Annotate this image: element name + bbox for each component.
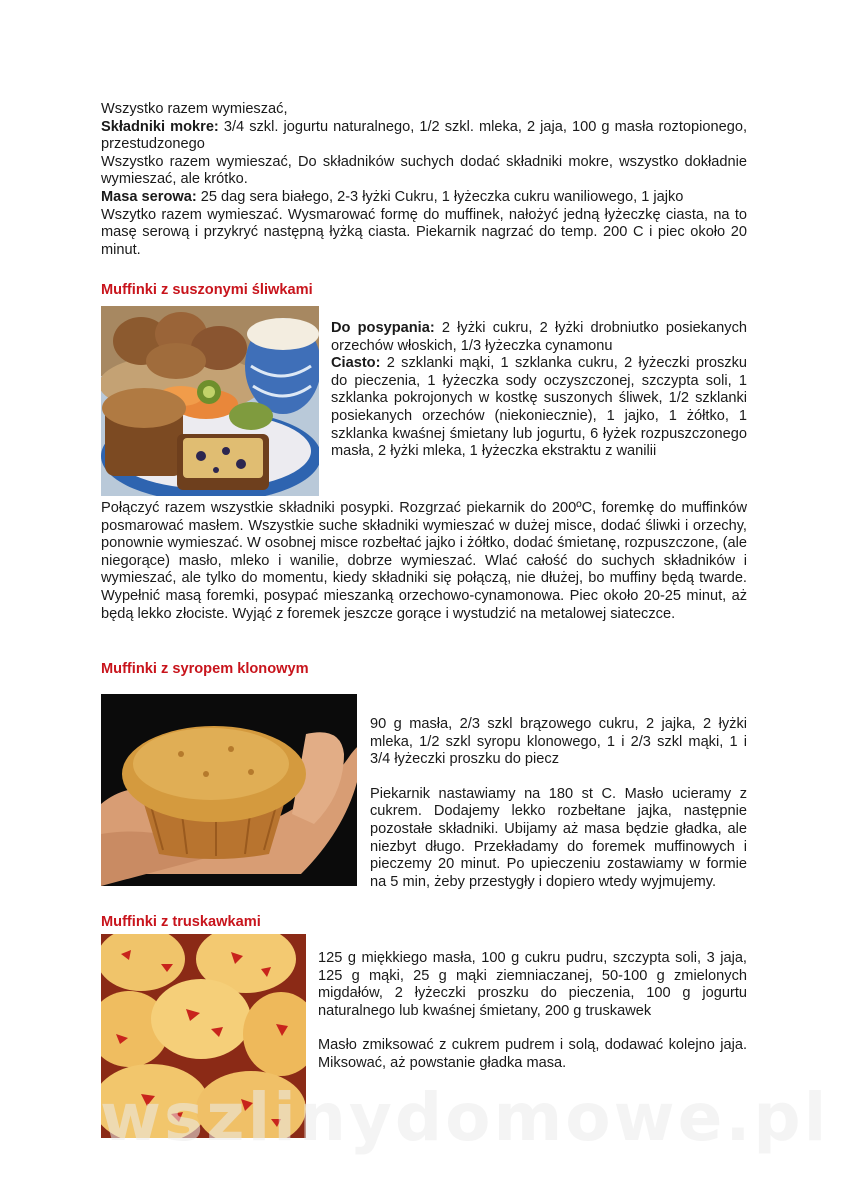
recipe3-title: Muffinki z truskawkami xyxy=(101,914,261,930)
site-watermark: wszlinydomowe.pl xyxy=(100,1079,830,1156)
topping-text: 2 łyżki cukru, 2 łyżki drobniutko posiekanych orzechów włoskich, 1/3 łyżeczka cynamonu xyxy=(331,320,748,354)
intro-mix-text: Wszystko razem wymieszać, xyxy=(101,101,288,117)
cheese-text: 25 dag sera białego, 2-3 łyżki Cukru, 1 łyżeczka cukru waniliowego, 1 jajko xyxy=(196,188,684,205)
maple-muffin-illustration xyxy=(101,694,357,886)
topping-label: Do posypania: xyxy=(331,320,435,336)
recipe3-ingredients: 125 g miękkiego masła, 100 g cukru pudru, szczypta soli, 3 jaja, 125 g mąki, 25 g mąki ziemniaczanej, 50-100 g zmielonych migdałów, 2 łyżeczki proszku do pieczenia, 100 g jogurtu naturalnego lub kwaśnej śmietany, 200 g truskawek xyxy=(318,950,747,1019)
recipe1-ingredients xyxy=(331,320,747,461)
intro-method-text: Wszytko razem wymieszać. Wysmarować formę do muffinek, nałożyć jedną łyżeczkę ciasta, na to masę serową i przykryć następną łyżką ciasta. Piekarnik nagrzać do temp. 200 C i piec około 20 minut. xyxy=(101,206,747,258)
recipe2-text xyxy=(370,716,747,891)
wet-ingredients-label: Składniki mokre: xyxy=(101,118,219,135)
intro-section xyxy=(101,101,747,259)
cheese-paragraph xyxy=(101,189,747,207)
recipe1-title: Muffinki z suszonymi śliwkami xyxy=(101,282,313,298)
maple-muffin-photo xyxy=(101,694,357,886)
recipe3-method: Masło zmiksować z cukrem pudrem i solą, dodawać kolejno jaja. Miksować, aż powstanie gładka masa. xyxy=(318,1037,747,1071)
recipe2-method: Piekarnik nastawiamy na 180 st C. Masło ucieramy z cukrem. Dodajemy lekko rozbełtane jajka, następnie pozostałe składniki. Ubijamy aż masa będzie gładka, ale niezbyt długo. Przekładamy do foremek muffinowych i pieczemy 20 minut. Po upieczeniu zostawiamy w formie na 5 min, żeby przestygły i dopiero wtedy wyjmujemy. xyxy=(370,785,747,890)
dough-text: 2 szklanki mąki, 1 szklanka cukru, 2 łyżeczki proszku do pieczenia, 1 łyżeczka sody oczyszczonej, szczypta soli, 1 szklanka pokrojonych w kostkę suszonych śliwek, 1/2 szklanki posiekanych orzechów (niekoniecznie), 1 jajko, 1 żółtko, 1 szklanka kwaśnej śmietany lub jogurtu, 6 łyżek rozpuszczonego masła, 2 łyżki mleka, 1 łyżeczka ekstraktu z wanilii xyxy=(331,355,747,460)
plum-muffins-illustration xyxy=(101,306,319,496)
dough-label: Ciasto: xyxy=(331,355,381,372)
wet-ingredients-text: 3/4 szkl. jogurtu naturalnego, 1/2 szkl. mleka, 2 jaja, 100 g masła roztopionego, przestudzonego xyxy=(101,118,747,153)
topping-paragraph xyxy=(331,320,747,355)
dough-paragraph xyxy=(331,355,747,461)
plum-muffins-photo xyxy=(101,306,319,496)
recipe1-method: Połączyć razem wszystkie składniki posypki. Rozgrzać piekarnik do 200ºC, foremkę do muffinków posmarować masłem. Wszystkie suche składniki wymieszać w dużej misce, dodać śliwki i orzechy, ponownie wymieszać. W osobnej misce rozbełtać jajko i żółtko, dodać śmietanę, rozpuszczone, (ale niegorące) masło, mleko i wanilie, dobrze wymieszać. Wlać całość do suchych składników i wymieszać, ale tylko do momentu, kiedy składniki się połączą, nie dłużej, bo muffiny będą twarde. Wypełnić masą foremki, posypać mieszanką orzechowo-cynamonowa. Piec około 20-25 minut, aż będą lekko złociste. Wyjąć z foremek jeszcze gorące i wystudzić na metalowej siateczce. xyxy=(101,500,747,622)
combine-text: Wszystko razem wymieszać, Do składników suchych dodać składniki mokre, wszystko dokładnie wymieszać, ale krótko. xyxy=(101,153,747,188)
cheese-label: Masa serowa: xyxy=(101,188,197,205)
recipe2-ingredients: 90 g masła, 2/3 szkl brązowego cukru, 2 jajka, 2 łyżki mleka, 1/2 szkl syropu klonowego, 1 i 2/3 szkl mąki, 1 i 3/4 łyżeczki proszku do piecz xyxy=(370,716,747,768)
recipe3-text xyxy=(318,950,747,1073)
wet-ingredients-paragraph xyxy=(101,119,747,154)
recipe2-title: Muffinki z syropem klonowym xyxy=(101,661,309,677)
